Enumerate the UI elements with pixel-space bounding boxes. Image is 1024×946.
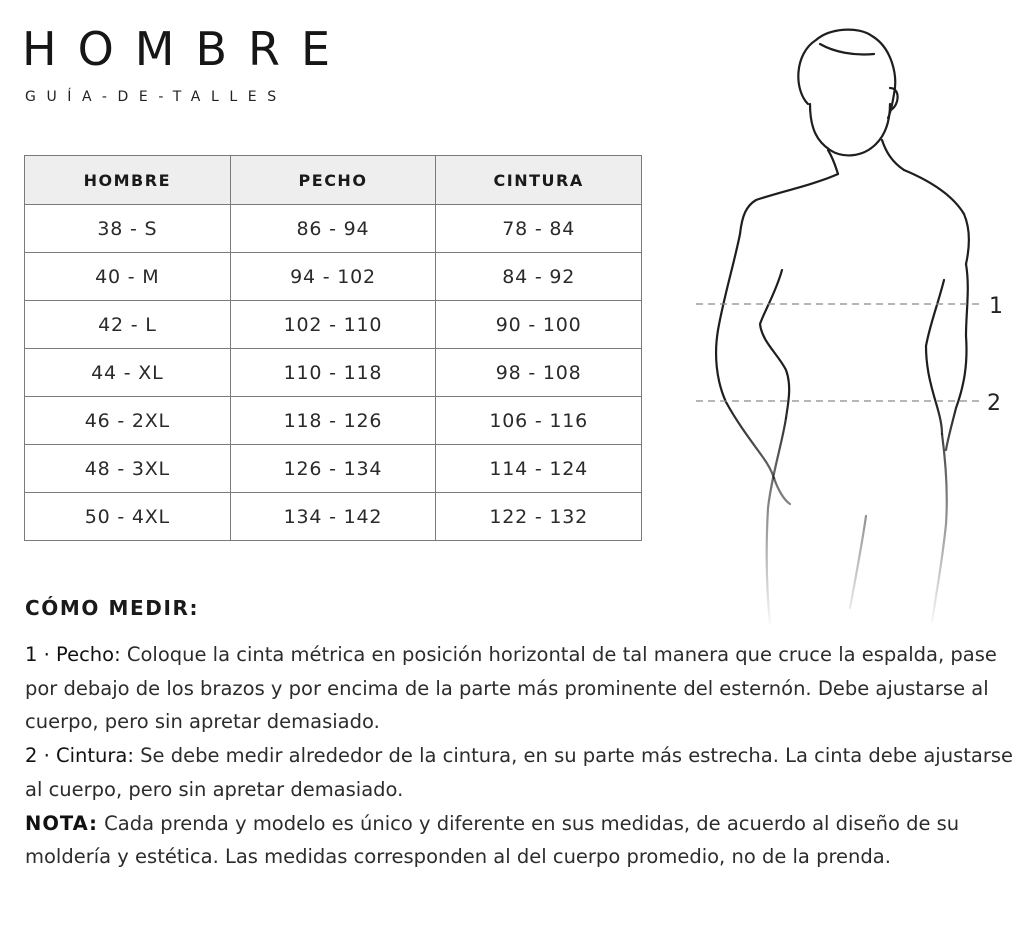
size-table: [24, 155, 642, 541]
note-paragraph: [25, 807, 1015, 874]
size-cell: 44 - XL: [25, 349, 231, 397]
table-row: [25, 493, 642, 541]
header-waist: CINTURA: [436, 156, 642, 205]
page-title: HOMBRE: [22, 22, 352, 76]
size-cell: 38 - S: [25, 205, 231, 253]
table-row: [25, 445, 642, 493]
header-size: HOMBRE: [25, 156, 231, 205]
waist-cell: 84 - 92: [436, 253, 642, 301]
size-cell: 48 - 3XL: [25, 445, 231, 493]
page-subtitle: GUÍA-DE-TALLES: [25, 89, 287, 105]
how-to-measure-heading: CÓMO MEDIR:: [25, 596, 200, 620]
waist-cell: 114 - 124: [436, 445, 642, 493]
header-chest: PECHO: [230, 156, 436, 205]
size-cell: 46 - 2XL: [25, 397, 231, 445]
chest-cell: 134 - 142: [230, 493, 436, 541]
table-row: [25, 349, 642, 397]
waist-cell: 122 - 132: [436, 493, 642, 541]
chest-cell: 118 - 126: [230, 397, 436, 445]
chest-cell: 102 - 110: [230, 301, 436, 349]
waist-marker-label: 2: [987, 391, 1001, 416]
chest-cell: 86 - 94: [230, 205, 436, 253]
table-row: [25, 205, 642, 253]
waist-instruction-text: Se debe medir alrededor de la cintura, en su parte más estrecha. La cinta debe ajustarse al cuerpo, pero sin apretar demasiado.: [25, 744, 1013, 801]
chest-cell: 110 - 118: [230, 349, 436, 397]
waist-instruction-label: 2 · Cintura:: [25, 744, 134, 768]
chest-instruction: [25, 638, 1015, 739]
table-header-row: [25, 156, 642, 205]
chest-cell: 94 - 102: [230, 253, 436, 301]
table-row: [25, 253, 642, 301]
measurement-instructions: [25, 638, 1015, 874]
waist-cell: 78 - 84: [436, 205, 642, 253]
body-figure: [690, 24, 1024, 630]
waist-cell: 106 - 116: [436, 397, 642, 445]
note-text: Cada prenda y modelo es único y diferente en sus medidas, de acuerdo al diseño de su moldería y estética. Las medidas corresponden al del cuerpo promedio, no de la prenda.: [25, 811, 960, 869]
size-cell: 42 - L: [25, 301, 231, 349]
body-silhouette-illustration: [690, 24, 1024, 630]
chest-instruction-text: Coloque la cinta métrica en posición horizontal de tal manera que cruce la espalda, pase por debajo de los brazos y por encima de la parte más prominente del esternón. Debe ajustarse al cuerpo, pero sin apretar demasiado.: [25, 643, 997, 734]
waist-instruction: [25, 739, 1015, 806]
chest-cell: 126 - 134: [230, 445, 436, 493]
size-cell: 40 - M: [25, 253, 231, 301]
chest-marker-label: 1: [989, 294, 1003, 319]
waist-cell: 98 - 108: [436, 349, 642, 397]
size-cell: 50 - 4XL: [25, 493, 231, 541]
chest-instruction-label: 1 · Pecho:: [25, 643, 121, 666]
waist-cell: 90 - 100: [436, 301, 642, 349]
table-row: [25, 397, 642, 445]
note-label: NOTA:: [25, 811, 98, 835]
table-row: [25, 301, 642, 349]
